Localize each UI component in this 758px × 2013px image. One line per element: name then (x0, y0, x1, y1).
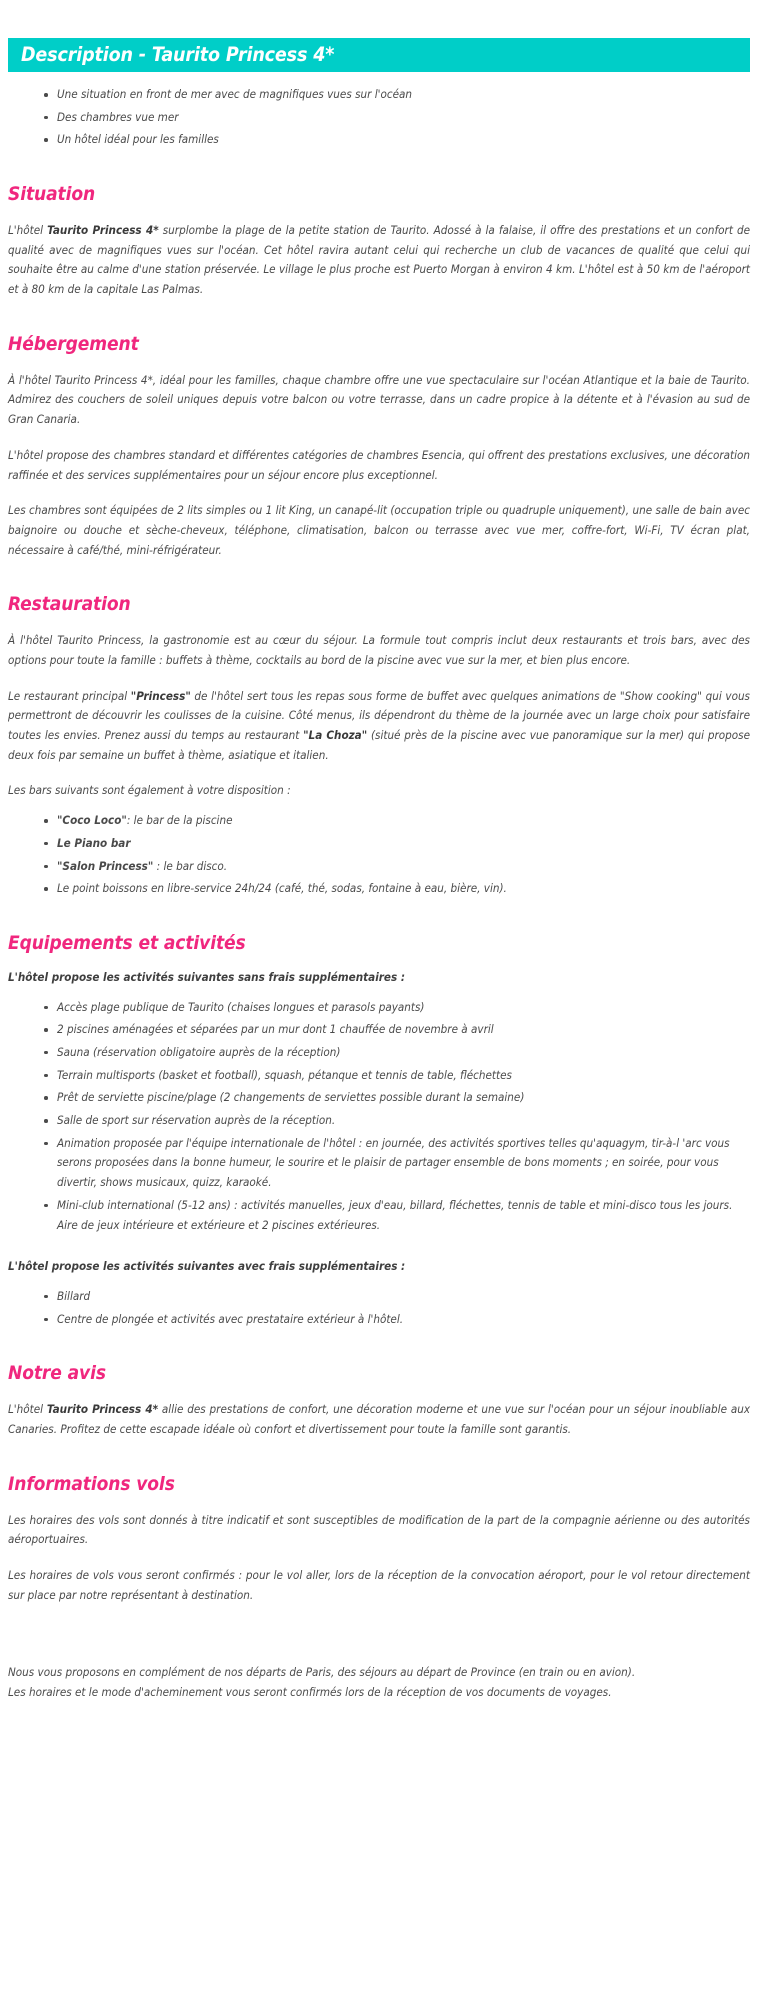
bar-description: : le bar de la piscine (126, 813, 233, 828)
informations-vols-paragraph-2: Les horaires de vols vous seront confirmés : pour le vol aller, lors de la réception de la convocation aéroport, pour le vol retour directement sur place par notre représentant à destination. (8, 1567, 750, 1602)
bar-description: : le bar disco. (153, 858, 228, 873)
bar-name: "Salon Princess" (57, 858, 154, 873)
list-item: 2 piscines aménagées et séparées par un mur dont 1 chauffée de novembre à avril (44, 1020, 750, 1040)
list-item: Des chambres vue mer (44, 108, 750, 128)
text-fragment: L'hôtel (8, 1402, 47, 1417)
hotel-name-bold: Taurito Princess 4* (46, 1402, 159, 1417)
bar-name: "Coco Loco" (57, 813, 127, 828)
section-heading-informations-vols: Informations vols (8, 1472, 175, 1495)
restaurant-name-la-choza: "La Choza" (303, 728, 368, 743)
text-fragment: L'hôtel (8, 223, 48, 237)
footer-line-2: Les horaires et le mode d'acheminement vous seront confirmés lors de la réception de vos documents de voyages. (8, 1685, 612, 1700)
restauration-paragraph-2 (8, 687, 750, 766)
free-activities-intro: L'hôtel propose les activités suivantes sans frais supplémentaires : (8, 969, 406, 984)
list-item: Mini-club international (5-12 ans) : activités manuelles, jeux d'eau, billard, fléchettes, tennis de table et mini-disco tous les jours. Aire de jeux intérieure et extérieure et 2 piscines extérieures. (44, 1196, 750, 1235)
list-item: Terrain multisports (basket et football), squash, pétanque et tennis de table, fléchettes (44, 1066, 750, 1086)
page-header-bar (8, 38, 750, 72)
list-item: Un hôtel idéal pour les familles (44, 130, 750, 150)
list-item: Animation proposée par l'équipe internationale de l'hôtel : en journée, des activités sportives telles qu'aquagym, tir-à-l 'arc vous serons proposées dans la bonne humeur, le sourire et le plaisir de partager ensemble de bons moments ; en soirée, pour vous divertir, shows musicaux, quizz, karaoké. (44, 1134, 750, 1193)
spacer (8, 1605, 750, 1663)
bar-name: Le Piano bar (57, 835, 131, 850)
hotel-name-bold: Taurito Princess 4* (47, 223, 159, 237)
text-fragment: surplombe la plage de la petite station de Taurito. Adossé à la falaise, il offre des prestations et un confort de qualité avec de magnifiques vues sur l'océan. Cet hôtel ravira autant celui qui recherche un club de vacances de qualité que celui qui souhaite être au calme d'une station préservée. Le village le plus proche est Puerto Morgan à environ 4 km. L'hôtel est à 50 km de l'aéroport et à 80 km de la capitale Las Palmas. (8, 223, 750, 297)
bars-list (8, 811, 750, 899)
description-page (0, 38, 758, 1713)
text-fragment: allie des prestations de confort, une décoration moderne et une vue sur l'océan pour un séjour inoubliable aux Canaries. Profitez de cette escapade idéale où confort et divertissement pour toute la famille sont garantis. (8, 1402, 750, 1436)
informations-vols-paragraph-1: Les horaires des vols sont donnés à titre indicatif et sont susceptibles de modification de la part de la compagnie aérienne ou des autorités aéroportuaires. (8, 1512, 750, 1547)
restauration-paragraph-1: À l'hôtel Taurito Princess, la gastronomie est au cœur du séjour. La formule tout compris inclut deux restaurants et trois bars, avec des options pour toute la famille : buffets à thème, cocktails au bord de la piscine avec vue sur la mer, et bien plus encore. (8, 633, 750, 667)
section-heading-situation: Situation (8, 183, 96, 206)
hebergement-paragraph-3: Les chambres sont équipées de 2 lits simples ou 1 lit King, un canapé-lit (occupation triple ou quadruple uniquement), une salle de bain avec baignoire ou douche et sèche-cheveux, téléphone, climatisation, balcon ou terrasse avec vue mer, coffre-fort, Wi-Fi, TV écran plat, nécessaire à café/thé, mini-réfrigérateur. (8, 503, 750, 557)
text-fragment: de l'hôtel sert tous les repas sous forme de buffet avec quelques animations de "Show cooking" qui vous permettront de découvrir les coulisses de la cuisine. Côté menus, ils dépendront du thème de la journée avec un large choix pour satisfaire toutes les envies. Prenez aussi du temps au restaurant (8, 688, 750, 743)
restaurant-name-princess: "Princess" (130, 688, 191, 703)
list-item: Sauna (réservation obligatoire auprès de la réception) (44, 1043, 750, 1063)
list-item: Une situation en front de mer avec de magnifiques vues sur l'océan (44, 85, 750, 105)
situation-paragraph (8, 221, 750, 300)
footer-line-1: Nous vous proposons en complément de nos départs de Paris, des séjours au départ de Province (en train ou en avion). (8, 1665, 636, 1680)
notre-avis-paragraph (8, 1400, 750, 1439)
list-item: Accès plage publique de Taurito (chaises longues et parasols payants) (44, 998, 750, 1018)
list-item: Salle de sport sur réservation auprès de la réception. (44, 1111, 750, 1131)
section-heading-hebergement: Hébergement (8, 332, 139, 355)
hebergement-paragraph-1: À l'hôtel Taurito Princess 4*, idéal pour les familles, chaque chambre offre une vue spectaculaire sur l'océan Atlantique et la baie de Taurito. Admirez des couchers de soleil uniques depuis votre balcon ou votre terrasse, dans un cadre propice à la détente et à l'évasion au sud de Gran Canaria. (8, 372, 750, 427)
hebergement-paragraph-2: L'hôtel propose des chambres standard et différentes catégories de chambres Esencia, qui offrent des prestations exclusives, une décoration raffinée et des services supplémentaires pour un séjour encore plus exceptionnel. (8, 447, 750, 482)
list-item (44, 834, 750, 854)
paid-activities-list (8, 1287, 750, 1329)
bar-description: Le point boissons en libre-service 24h/24 (café, thé, sodas, fontaine à eau, bière, vin). (57, 881, 507, 896)
text-fragment: (situé près de la piscine avec vue panoramique sur la mer) qui propose deux fois par semaine un buffet à thème, asiatique et italien. (8, 728, 750, 762)
list-item (44, 879, 750, 899)
list-item: Centre de plongée et activités avec prestataire extérieur à l'hôtel. (44, 1310, 750, 1330)
section-heading-equipements: Equipements et activités (8, 931, 246, 954)
list-item: Prêt de serviette piscine/plage (2 changements de serviettes possible durant la semaine) (44, 1088, 750, 1108)
section-heading-restauration: Restauration (8, 593, 131, 616)
list-item (44, 857, 750, 877)
text-fragment: Le restaurant principal (8, 688, 131, 703)
highlights-list (8, 85, 750, 150)
list-item (44, 811, 750, 831)
free-activities-list (8, 998, 750, 1236)
page-title: Description - Taurito Princess 4* (21, 43, 335, 67)
restauration-bars-intro: Les bars suivants sont également à votre disposition : (8, 783, 291, 798)
list-item: Billard (44, 1287, 750, 1307)
section-heading-notre-avis: Notre avis (8, 1362, 106, 1385)
paid-activities-intro: L'hôtel propose les activités suivantes avec frais supplémentaires : (8, 1259, 406, 1274)
